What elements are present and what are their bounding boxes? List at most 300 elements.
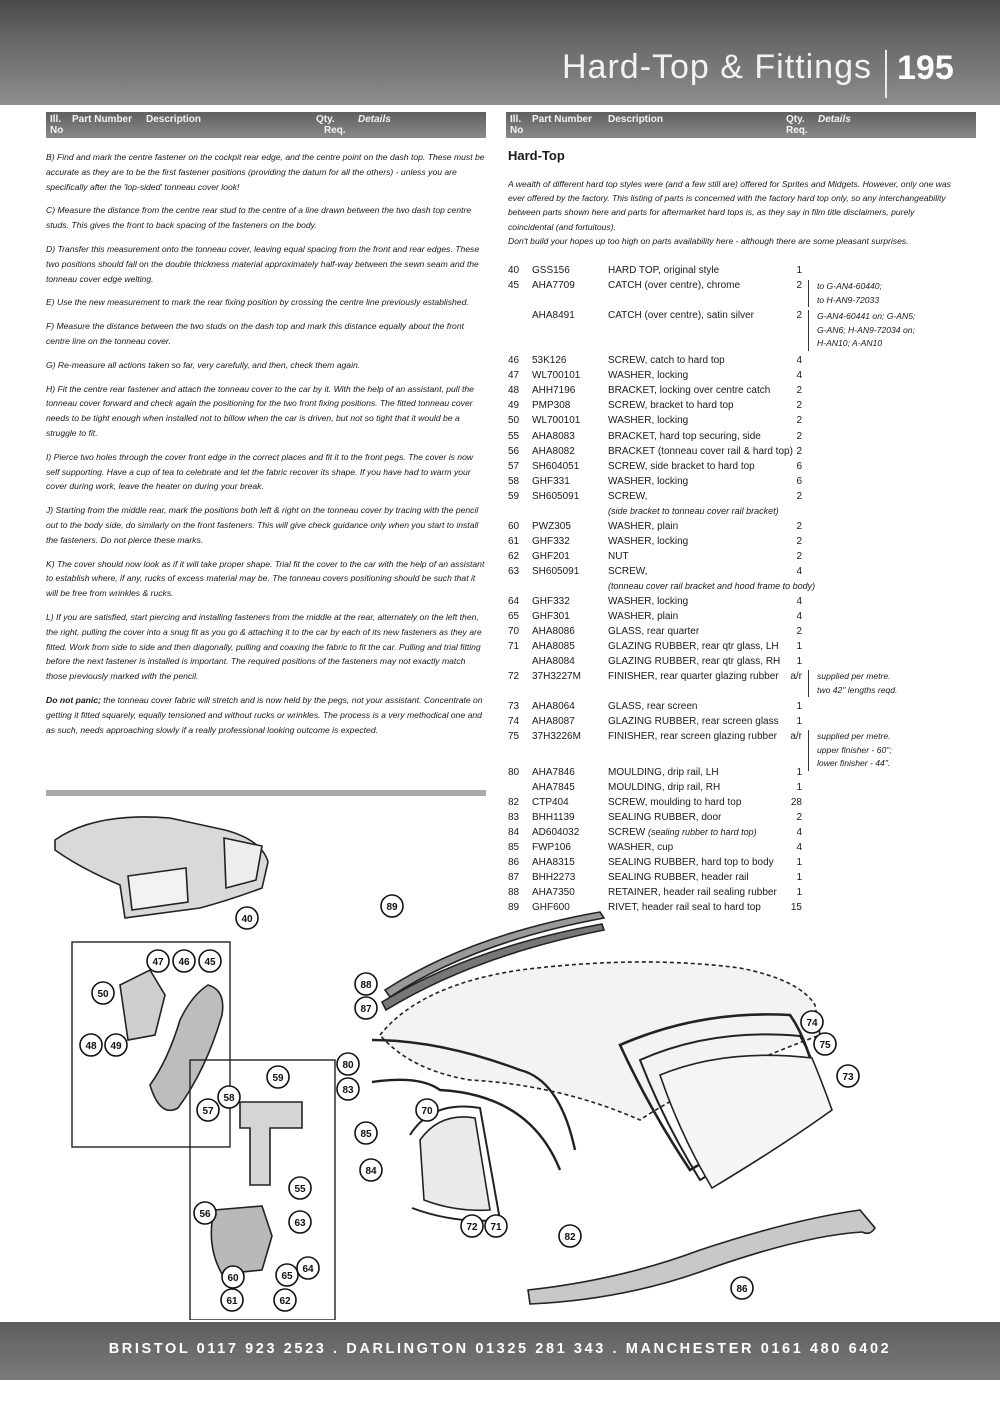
parts-row xyxy=(508,383,978,398)
section-title: Hard-Top xyxy=(508,148,565,163)
footer-contacts: BRISTOL 0117 923 2523 . DARLINGTON 01325 281 343 . MANCHESTER 0161 480 6402 xyxy=(108,1341,892,1357)
part-description: BRACKET (tonneau cover rail & hard top) xyxy=(608,445,793,457)
part-description: MOULDING, drip rail, RH xyxy=(608,781,721,793)
section-divider xyxy=(46,790,486,796)
ill-number: 71 xyxy=(508,641,520,653)
header-ill: Ill. xyxy=(510,114,522,125)
part-description: SCREW, xyxy=(608,490,648,502)
hard-top-side-window xyxy=(128,868,188,910)
details-catch-silver xyxy=(808,310,915,351)
part-qty: 1 xyxy=(796,716,802,728)
callout-label: 73 xyxy=(842,1072,854,1083)
ill-number: 73 xyxy=(508,701,520,713)
callout-56 xyxy=(194,1202,216,1224)
callout-label: 47 xyxy=(152,957,164,968)
callout-label: 64 xyxy=(302,1264,314,1275)
part-qty: 1 xyxy=(796,871,802,883)
callout-label: 61 xyxy=(226,1296,238,1307)
ill-number: 89 xyxy=(508,901,520,913)
parts-row xyxy=(508,398,978,413)
part-qty: 2 xyxy=(796,430,802,442)
part-qty: 1 xyxy=(796,856,802,868)
part-number: AHA8084 xyxy=(532,656,575,668)
ill-number: 75 xyxy=(508,731,520,743)
header-description: Description xyxy=(146,114,202,125)
callout-80 xyxy=(337,1053,359,1075)
part-qty: 6 xyxy=(796,475,802,487)
part-description: NUT xyxy=(608,550,629,562)
part-description: FINISHER, rear quarter glazing rubber xyxy=(608,671,779,683)
part-qty: 2 xyxy=(796,626,802,638)
callout-89 xyxy=(381,895,403,917)
part-description: SCREW, bracket to hard top xyxy=(608,400,734,412)
part-qty: 2 xyxy=(796,811,802,823)
callout-label: 83 xyxy=(342,1085,354,1096)
detail-line: lower finisher - 44". xyxy=(817,758,891,768)
part-qty: a/r xyxy=(790,671,802,683)
part-description: BRACKET, locking over centre catch xyxy=(608,385,771,397)
part-number: AHA8086 xyxy=(532,626,575,638)
part-number: SH605091 xyxy=(532,565,580,577)
part-number: WL700101 xyxy=(532,370,581,382)
callout-label: 87 xyxy=(360,1004,372,1015)
ill-number: 80 xyxy=(508,766,520,778)
ill-number: 83 xyxy=(508,811,520,823)
left-column-header xyxy=(46,112,486,138)
part-number: 53K126 xyxy=(532,355,567,367)
callout-61 xyxy=(221,1289,243,1311)
callout-55 xyxy=(289,1177,311,1199)
parts-row xyxy=(508,729,978,744)
part-description: GLASS, rear screen xyxy=(608,701,698,713)
right-column-header xyxy=(506,112,976,138)
header-qty: Qty. xyxy=(786,114,805,125)
instruction-paragraph: D) Transfer this measurement onto the tonneau cover, leaving equal spacing from the front and rear edges. These two positions should fall on the double thickness material approximately half-way between the sewn seam and the tonneau cover edge welting. xyxy=(46,243,480,284)
part-description: RIVET, header rail seal to hard top xyxy=(608,901,761,913)
parts-row xyxy=(508,549,978,564)
parts-row xyxy=(508,699,978,714)
callout-label: 59 xyxy=(272,1073,284,1084)
callout-40 xyxy=(236,907,258,929)
part-number: WL700101 xyxy=(532,415,581,427)
ill-number: 59 xyxy=(508,490,520,502)
part-qty: 1 xyxy=(796,781,802,793)
ill-number: 87 xyxy=(508,871,520,883)
parts-row xyxy=(508,278,978,293)
part-qty: 1 xyxy=(796,641,802,653)
parts-row xyxy=(508,639,978,654)
callout-85 xyxy=(355,1122,377,1144)
part-description: WASHER, locking xyxy=(608,535,689,547)
page-banner xyxy=(0,0,1000,105)
ill-number: 61 xyxy=(508,535,520,547)
callout-57 xyxy=(197,1099,219,1121)
parts-row xyxy=(508,353,978,368)
detail-line: to H-AN9-72033 xyxy=(817,294,880,305)
ill-number: 49 xyxy=(508,400,520,412)
parts-row xyxy=(508,684,978,699)
part-number: AHA7845 xyxy=(532,781,575,793)
part-qty: 6 xyxy=(796,460,802,472)
part-number: GHF332 xyxy=(532,596,570,608)
part-description: FINISHER, rear screen glazing rubber xyxy=(608,731,777,743)
callout-label: 58 xyxy=(223,1093,235,1104)
title-divider xyxy=(885,50,887,98)
part-description: SCREW, moulding to hard top xyxy=(608,796,742,808)
callout-49 xyxy=(105,1034,127,1056)
part-qty: a/r xyxy=(790,731,802,743)
catch-bracket xyxy=(120,970,165,1040)
part-qty: 15 xyxy=(790,901,802,913)
side-bracket xyxy=(240,1102,302,1185)
part-qty: 4 xyxy=(796,565,802,577)
intro-note: Don't build your hopes up too high on parts availability here - although there are some pleasant surprises. xyxy=(508,235,909,246)
callout-label: 45 xyxy=(204,957,216,968)
ill-number: 85 xyxy=(508,841,520,853)
part-number: AHA7846 xyxy=(532,766,575,778)
callout-label: 62 xyxy=(279,1296,291,1307)
parts-row xyxy=(508,489,978,504)
ill-number: 88 xyxy=(508,886,520,898)
callout-label: 85 xyxy=(360,1129,372,1140)
instruction-paragraph: K) The cover should now look as if it will take proper shape. Trial fit the cover to the car with the help of an assistant to establish where, if any, rucks of excess material may be. The tonneau covers positioning should be such that it will be free from wrinkles & rucks. xyxy=(46,558,485,599)
ill-number: 64 xyxy=(508,596,520,608)
ill-number: 57 xyxy=(508,460,520,472)
part-qty: 4 xyxy=(796,596,802,608)
callout-label: 82 xyxy=(564,1232,576,1243)
callout-83 xyxy=(337,1078,359,1100)
callout-label: 60 xyxy=(227,1273,239,1284)
ill-number: 60 xyxy=(508,520,520,532)
callout-46 xyxy=(173,950,195,972)
part-number: AHH7196 xyxy=(532,385,576,397)
part-qty: 4 xyxy=(796,611,802,623)
ill-number: 50 xyxy=(508,415,520,427)
part-description: SEALING RUBBER, header rail xyxy=(608,871,749,883)
callout-63 xyxy=(289,1211,311,1233)
parts-row xyxy=(508,444,978,459)
part-number: GHF301 xyxy=(532,611,570,623)
callout-label: 71 xyxy=(490,1222,502,1233)
part-description: MOULDING, drip rail, LH xyxy=(608,766,719,778)
part-number: AHA8491 xyxy=(532,310,575,322)
part-qty: 4 xyxy=(796,826,802,838)
parts-row xyxy=(508,780,978,795)
hard-top-window xyxy=(224,838,262,888)
part-description-text: SCREW xyxy=(608,826,646,838)
callout-50 xyxy=(92,982,114,1004)
part-qty: 4 xyxy=(796,841,802,853)
part-number: BHH2273 xyxy=(532,871,576,883)
contact-footer xyxy=(0,1322,1000,1380)
parts-row xyxy=(508,459,978,474)
rear-quarter-glass xyxy=(420,1117,490,1210)
header-no: No xyxy=(510,125,524,136)
part-number: GHF600 xyxy=(532,901,570,913)
detail-line: G-AN6; H-AN9-72034 on; xyxy=(817,324,915,335)
callout-60 xyxy=(222,1266,244,1288)
parts-row xyxy=(508,429,978,444)
callout-86 xyxy=(731,1277,753,1299)
rear-screen-glass xyxy=(660,1055,832,1188)
part-number: PMP308 xyxy=(532,400,571,412)
detail-line: upper finisher - 60"; xyxy=(817,744,892,755)
instruction-paragraph: E) Use the new measurement to mark the rear fixing position by crossing the centre line previously established. xyxy=(46,297,469,308)
part-note: (side bracket to tonneau cover rail bracket) xyxy=(608,505,779,516)
callout-label: 48 xyxy=(85,1041,97,1052)
header-req: Req. xyxy=(786,125,808,136)
part-number: GSS156 xyxy=(532,265,570,276)
part-description: WASHER, plain xyxy=(608,520,679,532)
callout-88 xyxy=(355,973,377,995)
ill-number: 55 xyxy=(508,430,520,442)
callout-58 xyxy=(218,1086,240,1108)
parts-row xyxy=(508,654,978,669)
parts-row xyxy=(508,504,978,519)
part-description: SEALING RUBBER, hard top to body xyxy=(608,856,774,868)
part-number: GHF331 xyxy=(532,475,570,487)
parts-row xyxy=(508,413,978,428)
instruction-paragraph: I) Pierce two holes through the cover front edge in the correct places and fit it to the front pegs. The cover is now self supporting. Have a cup of tea to celebrate and let the fabric recover its shape. If you have had to warm your cover during work, leave the heater on during your break. xyxy=(46,451,474,492)
parts-row xyxy=(508,579,978,594)
part-number: PWZ305 xyxy=(532,520,571,532)
part-number: GHF332 xyxy=(532,535,570,547)
part-number: CTP404 xyxy=(532,796,569,808)
callout-label: 75 xyxy=(819,1040,831,1051)
callout-label: 89 xyxy=(386,902,398,913)
header-part-number: Part Number xyxy=(72,114,133,125)
detail-line: supplied per metre. xyxy=(817,671,891,681)
part-description: CATCH (over centre), satin silver xyxy=(608,310,754,322)
part-number: AD604032 xyxy=(532,826,580,838)
ill-number: 56 xyxy=(508,445,520,457)
header-ill: Ill. xyxy=(50,114,62,125)
header-qty: Qty. xyxy=(316,114,335,125)
instruction-paragraph: B) Find and mark the centre fastener on the cockpit rear edge, and the centre point on the dash top. These must be accurate as they are to be the first fastener positions (providing the datum for all the others) - unless you are specifically after the 'lop-sided' tonneau cover look! xyxy=(46,152,485,192)
part-qty: 28 xyxy=(790,796,802,808)
part-description: WASHER, locking xyxy=(608,596,689,608)
part-qty: 4 xyxy=(796,370,802,382)
instruction-paragraph: H) Fit the centre rear fastener and attach the tonneau cover to the car by it. With the help of an assistant, pull the tonneau cover forward and check again the positioning for the two front fixing positions. The fitted tonneau cover needs to be tight enough when installed not to billow when the car is driven, but not so tight that it would be a struggle to fit. xyxy=(46,383,474,438)
body-sealing-rubber xyxy=(528,1210,875,1304)
callout-45 xyxy=(199,950,221,972)
part-description: SCREW, xyxy=(608,565,648,577)
callout-84 xyxy=(360,1159,382,1181)
part-note: (tonneau cover rail bracket and hood frame to body) xyxy=(608,580,816,591)
part-qty: 1 xyxy=(796,766,802,778)
part-qty: 4 xyxy=(796,355,802,367)
header-details: Details xyxy=(818,114,851,125)
ill-number: 58 xyxy=(508,475,520,487)
ill-number: 82 xyxy=(508,796,520,808)
parts-row xyxy=(508,714,978,729)
callout-87 xyxy=(355,997,377,1019)
part-number: AHA8082 xyxy=(532,445,575,457)
callout-47 xyxy=(147,950,169,972)
parts-row xyxy=(508,564,978,579)
ill-number: 72 xyxy=(508,671,520,683)
detail-line: two 42" lengths reqd. xyxy=(817,684,898,695)
ill-number: 40 xyxy=(508,265,520,276)
part-qty: 2 xyxy=(796,310,802,322)
callout-label: 74 xyxy=(806,1018,818,1029)
callout-label: 80 xyxy=(342,1060,354,1071)
callout-label: 56 xyxy=(199,1209,211,1220)
part-qty: 2 xyxy=(796,490,802,502)
part-description-note: (sealing rubber to hard top) xyxy=(648,826,757,837)
callout-82 xyxy=(559,1225,581,1247)
part-qty: 2 xyxy=(796,520,802,532)
callout-label: 46 xyxy=(178,957,190,968)
part-qty: 1 xyxy=(796,701,802,713)
intro-text: A wealth of different hard top styles were (and a few still are) offered for Sprites and Midgets. However, only one was ever offered by the factory. This listing of parts is concerned with the factory hard top only, so any interchangeability between parts shown here and parts for aftermarket hard tops is, as they say in film title disclaimers, purely coincidental (and fortuitous). xyxy=(508,179,951,232)
part-description: RETAINER, header rail sealing rubber xyxy=(608,886,777,898)
exploded-diagram xyxy=(0,800,1000,1320)
part-number: SH605091 xyxy=(532,490,580,502)
part-number: AHA8087 xyxy=(532,716,575,728)
instruction-paragraph: G) Re-measure all actions taken so far, very carefully, and then, check them again. xyxy=(46,359,361,370)
part-description: SEALING RUBBER, door xyxy=(608,811,722,823)
part-qty: 2 xyxy=(796,280,802,292)
header-part-number: Part Number xyxy=(532,114,593,125)
detail-line: G-AN4-60441 on; G-AN5; xyxy=(817,311,916,321)
part-number: AHA8315 xyxy=(532,856,575,868)
callout-65 xyxy=(276,1264,298,1286)
parts-row xyxy=(508,293,978,308)
part-number: 37H3227M xyxy=(532,671,581,683)
details-finisher-screen xyxy=(808,730,892,771)
part-description: HARD TOP, original style xyxy=(608,265,720,276)
parts-row xyxy=(508,624,978,639)
part-description: GLASS, rear quarter xyxy=(608,626,700,638)
part-number: AHA8085 xyxy=(532,641,575,653)
callout-label: 50 xyxy=(97,989,109,1000)
part-description: SCREW, side bracket to hard top xyxy=(608,460,755,472)
part-number: FWP106 xyxy=(532,841,571,853)
part-number: AHA7350 xyxy=(532,886,575,898)
ill-number: 65 xyxy=(508,611,520,623)
part-description: GLAZING RUBBER, rear qtr glass, RH xyxy=(608,656,781,668)
part-description: CATCH (over centre), chrome xyxy=(608,280,741,292)
instruction-paragraph: J) Starting from the middle rear, mark the positions both left & right on the tonneau cover by tracing with the pencil out to the body side, do similarly on the front fasteners. This will give check guidance only when you start to install the fasteners. Do not pierce these marks. xyxy=(46,505,479,545)
detail-line: supplied per metre. xyxy=(817,731,891,741)
ill-number: 84 xyxy=(508,826,520,838)
part-description: GLAZING RUBBER, rear qtr glass, LH xyxy=(608,641,779,653)
ill-number: 46 xyxy=(508,355,520,367)
part-description: WASHER, locking xyxy=(608,370,689,382)
part-number: BHH1139 xyxy=(532,811,575,823)
part-qty: 2 xyxy=(796,535,802,547)
detail-line: H-AN10; A-AN10 xyxy=(817,338,883,348)
instruction-final-text: the tonneau cover fabric will stretch and is now held by the pegs, not your assistant. Concentrate on getting it fitted squarely, equally tensioned and without rucks or wrinkles. The process is a very methodical one and as such, needs approaching slowly if a really professional looking outcome is expected. xyxy=(46,694,483,735)
header-description: Description xyxy=(608,114,664,125)
callout-label: 57 xyxy=(202,1106,214,1117)
part-qty: 2 xyxy=(796,445,802,457)
parts-row xyxy=(508,594,978,609)
ill-number: 48 xyxy=(508,385,520,397)
callout-62 xyxy=(274,1289,296,1311)
part-qty: 2 xyxy=(796,400,802,412)
ill-number: 63 xyxy=(508,565,520,577)
callout-label: 55 xyxy=(294,1184,306,1195)
page-number: 195 xyxy=(897,49,954,87)
callout-59 xyxy=(267,1066,289,1088)
parts-row xyxy=(508,765,978,780)
part-number: 37H3226M xyxy=(532,731,581,743)
page-title: Hard-Top & Fittings xyxy=(562,48,872,86)
callout-label: 84 xyxy=(365,1166,377,1177)
callout-label: 72 xyxy=(466,1222,478,1233)
callout-label: 40 xyxy=(241,914,253,925)
parts-row xyxy=(508,368,978,383)
callout-71 xyxy=(485,1215,507,1237)
callout-74 xyxy=(801,1011,823,1033)
part-description: WASHER, locking xyxy=(608,415,689,427)
part-qty: 2 xyxy=(796,550,802,562)
part-description: WASHER, cup xyxy=(608,841,674,853)
part-number: AHA7709 xyxy=(532,280,575,292)
instruction-final xyxy=(46,693,486,737)
instruction-paragraph: L) If you are satisfied, start piercing and installing fasteners from the middle at the rear, alternately on the left then, the right, pulling the cover into a snug fit as you go & attaching it to the car by each of its new fasteners as they are fitted. Work from side to side and then diagonally, pulling and coaxing the fabric to fit the car. Pulling and trial fitting before the next fastener is installed is important. The required positions of the fasteners may not exactly match those previously marked with the pencil. xyxy=(46,611,482,682)
part-qty: 1 xyxy=(796,656,802,668)
parts-row xyxy=(508,669,978,684)
details-finisher-quarter xyxy=(808,670,897,697)
fitting-instructions xyxy=(46,150,486,746)
header-no: No xyxy=(50,125,64,136)
part-description: BRACKET, hard top securing, side xyxy=(608,430,761,442)
ill-number: 70 xyxy=(508,626,520,638)
ill-number: 74 xyxy=(508,716,520,728)
part-qty: 1 xyxy=(796,886,802,898)
callout-label: 88 xyxy=(360,980,372,991)
callout-label: 65 xyxy=(281,1271,293,1282)
ill-number: 47 xyxy=(508,370,520,382)
callout-label: 63 xyxy=(294,1218,306,1229)
callout-label: 49 xyxy=(110,1041,122,1052)
part-number: GHF201 xyxy=(532,550,570,562)
part-qty: 1 xyxy=(796,265,802,276)
details-catch-chrome xyxy=(808,280,882,307)
part-qty: 2 xyxy=(796,385,802,397)
callout-72 xyxy=(461,1215,483,1237)
header-req: Req. xyxy=(324,125,346,136)
ill-number: 62 xyxy=(508,550,520,562)
callout-label: 70 xyxy=(421,1106,433,1117)
parts-row xyxy=(508,745,978,760)
callout-75 xyxy=(814,1033,836,1055)
callout-70 xyxy=(416,1099,438,1121)
instruction-paragraph: C) Measure the distance from the centre rear stud to the centre of a line drawn between the two dash top centre studs. This gives the front to back spacing of the fasteners on the body. xyxy=(46,205,472,231)
instruction-paragraph: F) Measure the distance between the two studs on the dash top and mark this distance equally about the front centre line on the tonneau cover. xyxy=(46,321,465,346)
instruction-final-bold: Do not panic; xyxy=(46,694,101,705)
callout-64 xyxy=(297,1257,319,1279)
part-description: WASHER, plain xyxy=(608,611,679,623)
header-details: Details xyxy=(358,114,391,125)
parts-row xyxy=(508,519,978,534)
ill-number: 86 xyxy=(508,856,520,868)
callout-73 xyxy=(837,1065,859,1087)
parts-row xyxy=(508,263,978,278)
part-number: AHA8064 xyxy=(532,701,575,713)
parts-row xyxy=(508,534,978,549)
callout-label: 86 xyxy=(736,1284,748,1295)
part-description: SCREW, catch to hard top xyxy=(608,355,725,367)
parts-row xyxy=(508,474,978,489)
parts-row xyxy=(508,609,978,624)
detail-line: to G-AN4-60440; xyxy=(817,281,882,291)
part-description: WASHER, locking xyxy=(608,475,689,487)
callout-48 xyxy=(80,1034,102,1056)
